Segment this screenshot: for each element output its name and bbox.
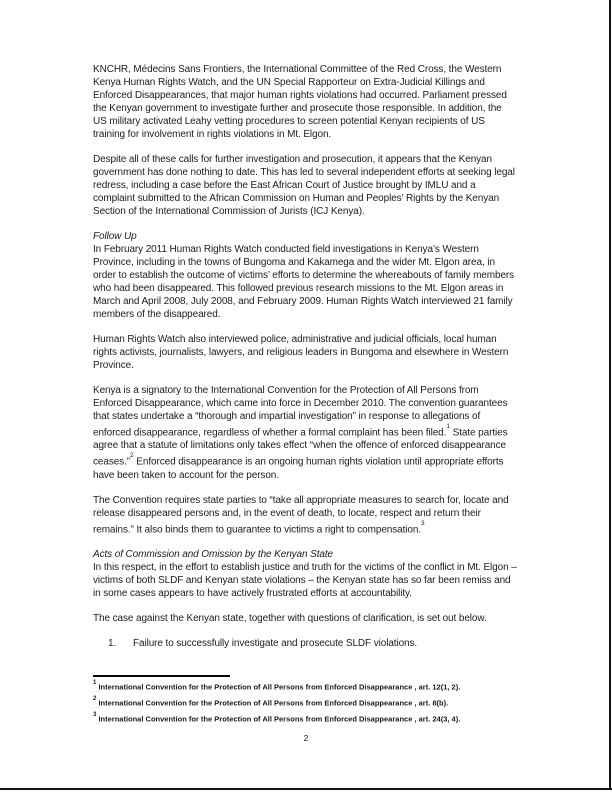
footnote-2 bbox=[93, 697, 538, 708]
body-paragraph-convention-signatory bbox=[93, 384, 517, 482]
footnote-ref-1: 1 bbox=[446, 423, 450, 430]
footnote-text: International Convention for the Protection of All Persons from Enforced Disappearance , art. 12(1, 2). bbox=[98, 682, 461, 692]
body-paragraph-interviews: Human Rights Watch also interviewed police, administrative and judicial officials, local human rights activists, journalists, lawyers, and religious leaders in Bungoma and elsewhere in Western Province. bbox=[93, 334, 509, 371]
paragraph-text: Enforced disappearance is an ongoing human rights violation until appropriate efforts have been taken to account for the person. bbox=[93, 456, 504, 481]
ordered-list-item bbox=[93, 637, 517, 650]
section-heading-follow-up: Follow Up bbox=[93, 231, 137, 242]
footnote-separator-rule bbox=[93, 675, 230, 677]
page-number: 2 bbox=[303, 733, 309, 743]
footnote-number: 2 bbox=[93, 696, 97, 702]
paragraph-text: State parties agree that a statute of limitations only takes effect “when the offence of enforced disappearance ceases.” bbox=[93, 427, 508, 468]
body-paragraph-knchr: KNCHR, Médecins Sans Frontiers, the International Committee of the Red Cross, the Western Kenya Human Rights Watch, and the UN Special Rapporteur on Extra-Judicial Killings and Enforced Disappearances, that major human rights violations had occurred. Parliament pressed the Kenyan government to investigate further and prosecute those responsible. In addition, the US military activated Leahy vetting procedures to screen potential Kenyan recipients of US training for involvement in rights violations in Mt. Elgon. bbox=[93, 64, 507, 140]
footnote-number: 1 bbox=[93, 680, 97, 686]
footnotes-section bbox=[93, 681, 538, 729]
footnote-ref-3: 3 bbox=[421, 519, 425, 527]
footnote-number: 3 bbox=[93, 712, 97, 718]
footnote-1 bbox=[93, 681, 538, 692]
list-item-text: Failure to successfully investigate and prosecute SLDF violations. bbox=[133, 637, 418, 649]
body-paragraph-convention-requires bbox=[93, 494, 517, 536]
page-edge-bottom bbox=[0, 788, 612, 790]
paragraph-text: The Convention requires state parties to “take all appropriate measures to search for, locate and release disappeared persons and, in the event of death, to locate, respect and return their remains.” It also binds them to guarantee to victims a right to compensation. bbox=[93, 494, 509, 535]
section-heading-acts: Acts of Commission and Omission by the Kenyan State bbox=[93, 548, 334, 560]
footnote-ref-2: 2 bbox=[130, 452, 134, 460]
body-paragraph-in-this-respect: In this respect, in the effort to establish justice and truth for the victims of the conflict in Mt. Elgon – victims of both SLDF and Kenyan state violations – the Kenyan state has so far been remiss and in some cases appears to have actively frustrated efforts at accountability. bbox=[93, 561, 517, 599]
paragraph-text: Kenya is a signatory to the International Convention for the Protection of All Persons from Enforced Disappearance, which came into force in December 2010. The convention guarantees that states undertake a “thorough and impartial investigation” in response to allegations of enforced disappearance, regardless of whether a formal complaint has been filed. bbox=[93, 385, 508, 439]
body-paragraph-case-against: The case against the Kenyan state, together with questions of clarification, is set out below. bbox=[93, 612, 487, 624]
footnote-text: International Convention for the Protection of All Persons from Enforced Disappearance , art. 24(3, 4). bbox=[98, 714, 461, 724]
footnote-text: International Convention for the Protection of All Persons from Enforced Disappearance , art. 8(b). bbox=[98, 698, 449, 708]
page-edge-right bbox=[609, 0, 611, 790]
document-body bbox=[93, 63, 517, 650]
list-item-number: 1. bbox=[108, 637, 117, 649]
body-paragraph-despite: Despite all of these calls for further investigation and prosecution, it appears that the Kenyan government has done nothing to date. This has led to several independent efforts at seeking legal redress, including a case before the East African Court of Justice brought by IMLU and a complaint submitted to the African Commission on Human and Peoples’ Rights by the Kenyan Section of the International Commission of Jurists (ICJ Kenya). bbox=[93, 154, 515, 217]
body-paragraph-february-2011: In February 2011 Human Rights Watch conducted field investigations in Kenya’s Western Province, including in the towns of Bungoma and Kakamega and the wider Mt. Elgon area, in order to establish the outcome of victims’ efforts to determine the whereabouts of family members who had been disappeared. This followed previous research missions to the Mt. Elgon areas in March and April 2008, July 2008, and February 2009. Human Rights Watch interviewed 21 family members of the disappeared. bbox=[93, 244, 515, 320]
footnote-3 bbox=[93, 713, 538, 724]
